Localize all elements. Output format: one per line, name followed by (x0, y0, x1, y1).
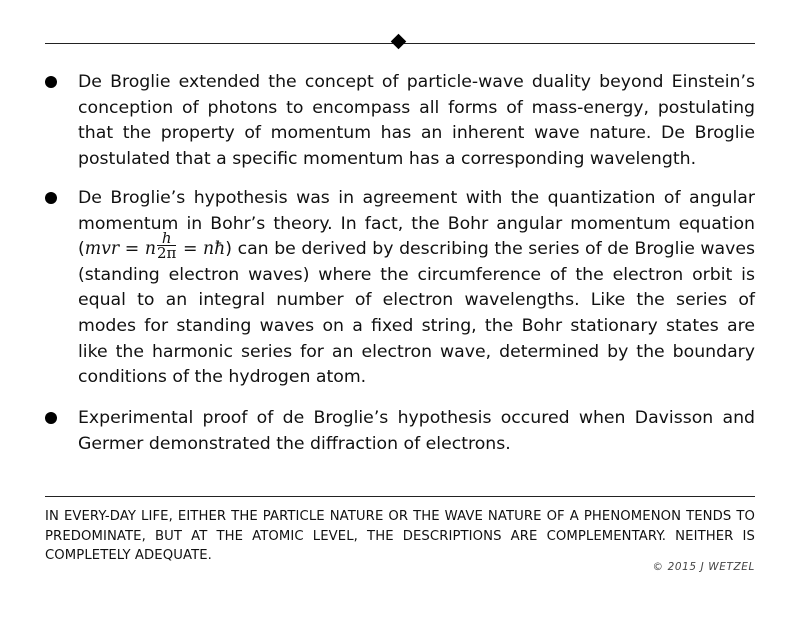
bullet-text: De Broglie extended the concept of particle-wave duality beyond Einstein’s conception of photons to encompass all forms of mass-energy, postulating that the property of momentum has an inherent wave nature. De Broglie postulated that a specific momentum has a corresponding wavelength. (78, 72, 755, 169)
equation-equals-2: = (177, 239, 203, 260)
fraction-numerator: h (157, 231, 176, 246)
bullet-text (78, 186, 755, 391)
bullet-icon (45, 412, 57, 424)
footnote-divider (45, 496, 755, 497)
text-before-equation: De Broglie’s hypothesis was in agreement with the quantization of angular momentum in Bohr’s theory. In fact, the Bohr angular momentum equation ( (78, 188, 755, 260)
bullet-icon (45, 76, 57, 88)
copyright-notice: © 2015 J WETZEL (652, 561, 755, 573)
equation-n: n (144, 239, 156, 260)
bullet-text: Experimental proof of de Broglie’s hypothesis occured when Davisson and Germer demonstrated the diffraction of electrons. (78, 408, 755, 454)
equation-fraction (156, 228, 177, 262)
bullet-icon (45, 192, 57, 204)
equation-equals-1: = (119, 239, 145, 260)
diamond-ornament-icon (391, 34, 407, 50)
equation-rhs: nħ (203, 239, 226, 260)
equation-lhs: mvr (84, 239, 120, 260)
text-after-equation: ) can be derived by describing the series of de Broglie waves (standing electron waves) where the circumference of the electron orbit is equal to an integral number of electron wavelengths. Like the series of modes for standing waves on a fixed string, the Bohr stationary states are like the harmonic series for an electron wave, determined by the boundary conditions of the hydrogen atom. (78, 239, 755, 388)
fraction-denominator: 2π (156, 243, 177, 262)
footnote-text: IN EVERY-DAY LIFE, EITHER THE PARTICLE NATURE OR THE WAVE NATURE OF A PHENOMENON TENDS TO PREDOMINATE, BUT AT THE ATOMIC LEVEL, THE DESCRIPTIONS ARE COMPLEMENTARY. NEITHER IS COMPLETELY ADEQUATE. (45, 509, 755, 563)
